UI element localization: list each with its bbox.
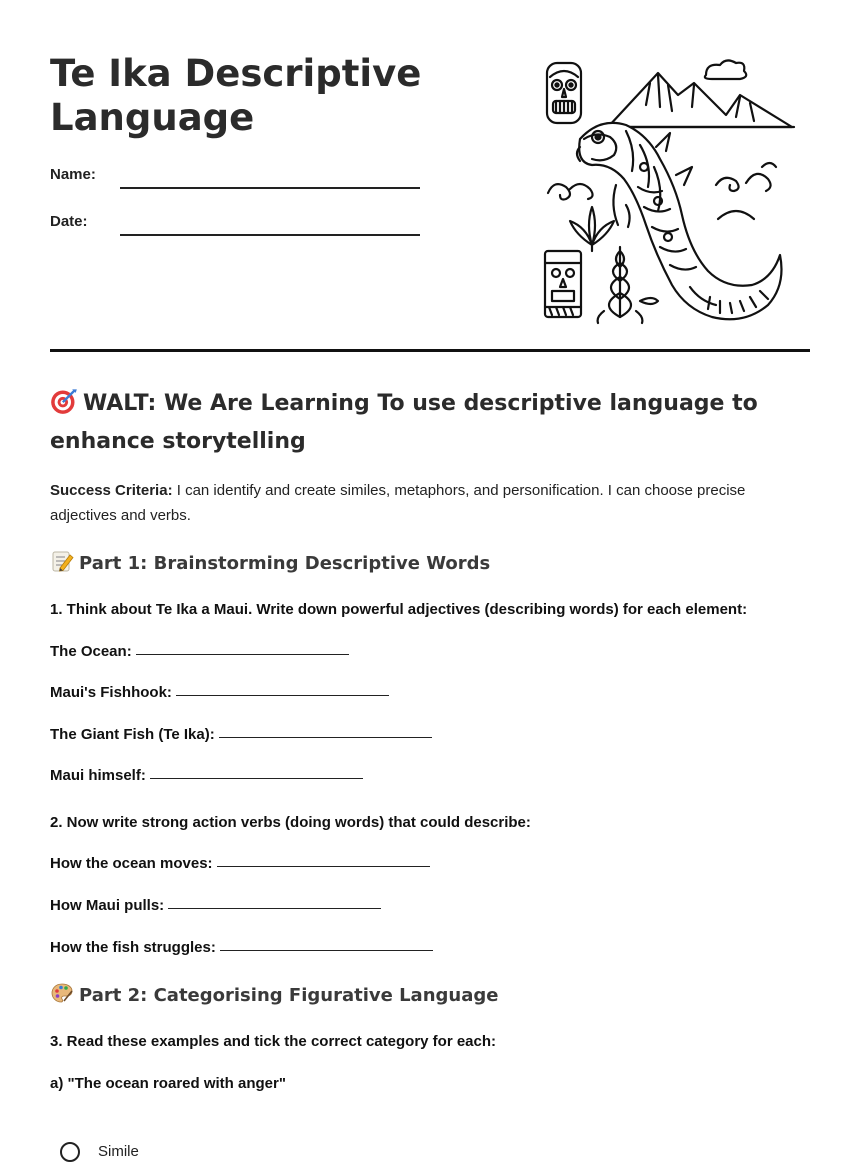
part1-heading-text: Part 1: Brainstorming Descriptive Words — [79, 553, 491, 574]
target-dart-icon — [50, 387, 78, 415]
part1-heading — [50, 549, 490, 577]
date-field[interactable] — [50, 212, 430, 236]
ocean-moves-label: How the ocean moves: — [50, 855, 213, 872]
name-label: Name: — [50, 166, 96, 183]
giant-fish-prompt — [50, 724, 432, 746]
maui-label: Maui himself: — [50, 767, 146, 784]
walt-heading — [50, 385, 810, 461]
memo-pencil-icon — [50, 549, 74, 573]
worksheet-page — [50, 0, 810, 1160]
maui-pulls-prompt — [50, 895, 381, 917]
name-line[interactable] — [120, 187, 420, 189]
leaf-icon — [570, 207, 614, 251]
artist-palette-icon — [50, 981, 74, 1005]
tiki-mask-icon — [547, 63, 581, 123]
left-swirl-icon — [548, 184, 593, 200]
success-criteria — [50, 478, 790, 528]
success-criteria-label: Success Criteria: — [50, 482, 173, 499]
ocean-moves-prompt — [50, 853, 430, 875]
fishhook-answer-line[interactable] — [176, 695, 389, 696]
header-divider — [50, 349, 810, 352]
ocean-moves-answer-line[interactable] — [217, 866, 430, 867]
part2-heading — [50, 981, 498, 1009]
fishhook-label: Maui's Fishhook: — [50, 684, 172, 701]
ocean-answer-line[interactable] — [136, 654, 349, 655]
mountains-icon — [600, 73, 794, 127]
fish-struggles-answer-line[interactable] — [220, 950, 433, 951]
part2-heading-text: Part 2: Categorising Figurative Language — [79, 985, 499, 1006]
walt-text: WALT: We Are Learning To use descriptive language to enhance storytelling — [50, 391, 758, 454]
question-3: 3. Read these examples and tick the correct category for each: — [50, 1033, 497, 1050]
question-1: 1. Think about Te Ika a Maui. Write down powerful adjectives (describing words) for each element: — [50, 601, 748, 618]
fishhook-prompt — [50, 682, 389, 704]
fern-plant-icon — [598, 247, 658, 323]
maui-pulls-answer-line[interactable] — [168, 908, 381, 909]
te-ika-illustration-icon — [540, 55, 800, 325]
maui-answer-line[interactable] — [150, 778, 363, 779]
giant-fish-label: The Giant Fish (Te Ika): — [50, 726, 215, 743]
title-line-2: Language — [50, 96, 255, 139]
example-a: a) "The ocean roared with anger" — [50, 1075, 286, 1092]
simile-label: Simile — [98, 1143, 139, 1160]
tiki-totem-icon — [545, 251, 581, 317]
worksheet-header — [50, 0, 810, 352]
right-swirl-icon — [716, 163, 776, 191]
page-title — [50, 52, 470, 140]
fish-struggles-label: How the fish struggles: — [50, 939, 216, 956]
question-2: 2. Now write strong action verbs (doing words) that could describe: — [50, 814, 531, 831]
title-line-1: Te Ika Descriptive — [50, 52, 422, 95]
fish-icon — [577, 123, 782, 319]
maui-prompt — [50, 765, 363, 787]
maui-pulls-label: How Maui pulls: — [50, 897, 165, 914]
success-criteria-text: I can identify and create similes, metaphors, and personification. I can choose precise adjectives and verbs. — [50, 482, 746, 524]
giant-fish-answer-line[interactable] — [219, 737, 432, 738]
right-arc-icon — [718, 211, 754, 219]
ocean-prompt — [50, 641, 349, 663]
ocean-label: The Ocean: — [50, 643, 132, 660]
simile-radio[interactable] — [60, 1142, 80, 1162]
fish-struggles-prompt — [50, 937, 433, 959]
name-field[interactable] — [50, 165, 430, 189]
date-line[interactable] — [120, 234, 420, 236]
cloud-icon — [705, 60, 746, 79]
date-label: Date: — [50, 213, 88, 230]
